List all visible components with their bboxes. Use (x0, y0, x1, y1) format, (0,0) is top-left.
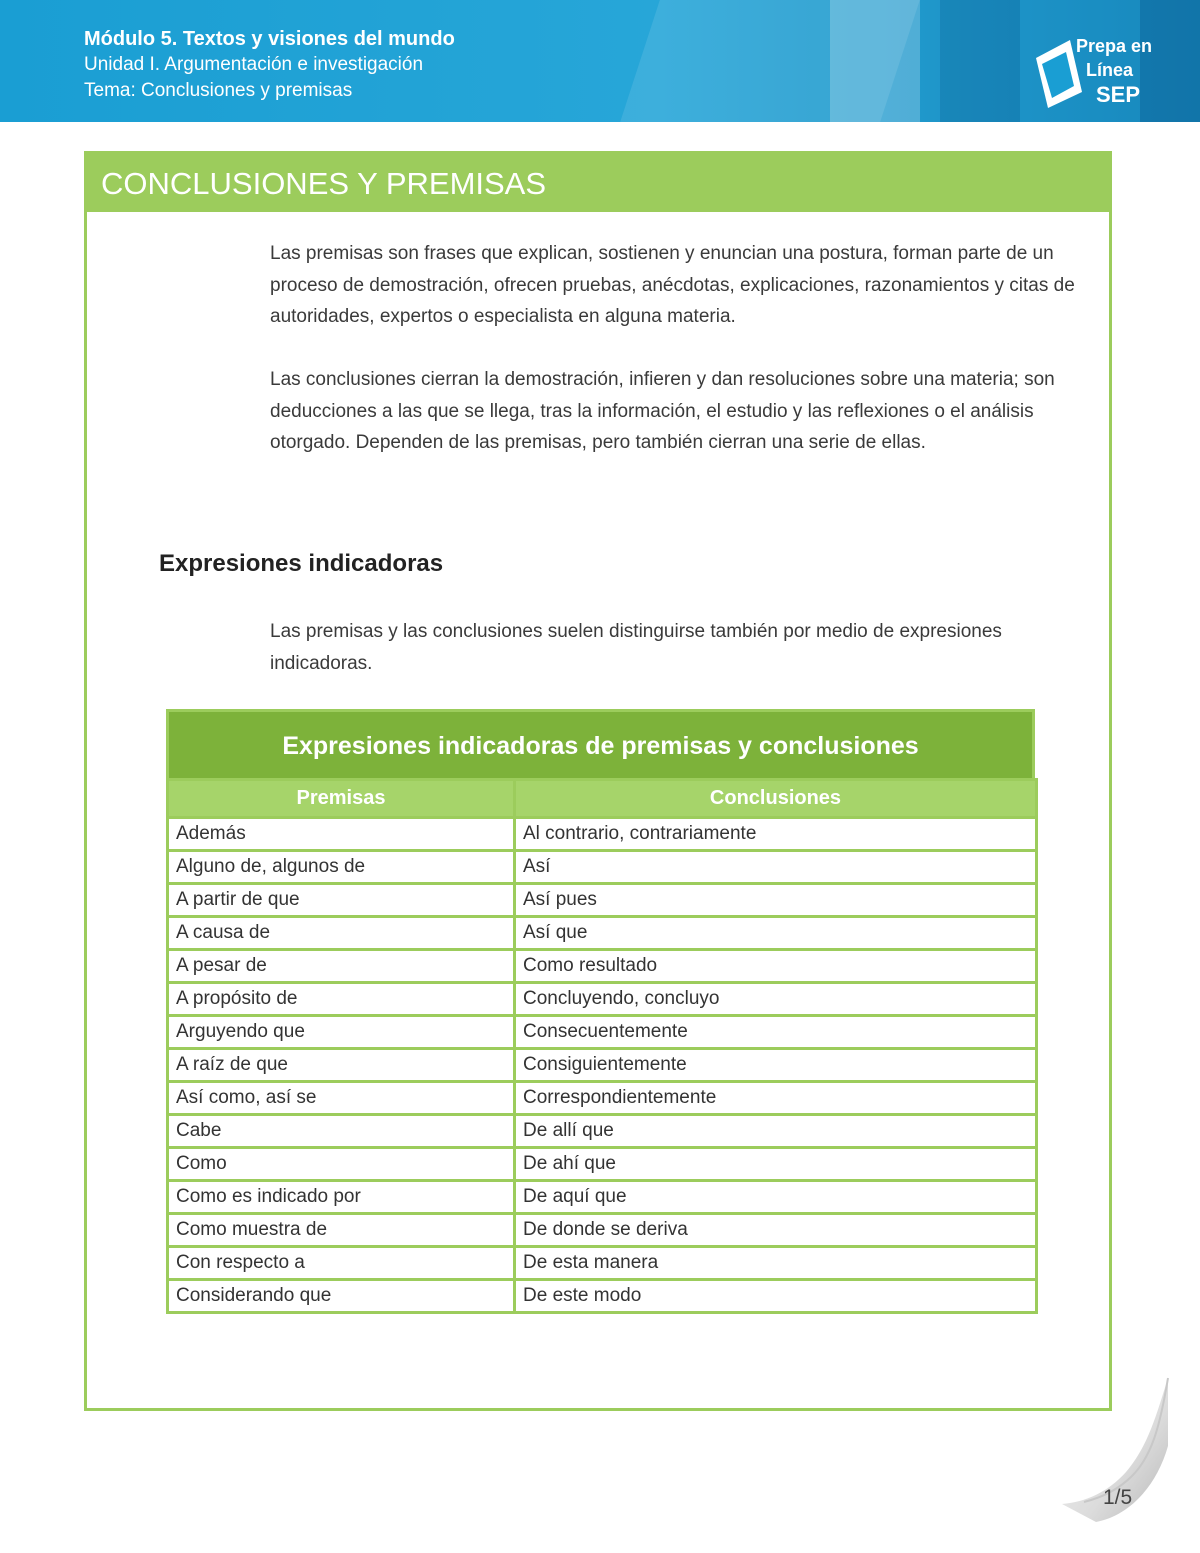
table-row (168, 983, 1037, 1016)
table-row (168, 950, 1037, 983)
premisa-cell: Como muestra de (168, 1214, 515, 1247)
table-title: Expresiones indicadoras de premisas y conclusiones (166, 709, 1035, 778)
paragraph-expresiones: Las premisas y las conclusiones suelen distinguirse también por medio de expresiones indicadoras. (270, 621, 1002, 674)
header-banner (0, 0, 1200, 122)
table-row (168, 917, 1037, 950)
conclusion-cell: Al contrario, contrariamente (515, 818, 1037, 851)
table-header-row (168, 780, 1037, 818)
content-card (84, 151, 1112, 1411)
table-row (168, 884, 1037, 917)
table-row (168, 1214, 1037, 1247)
table-row (168, 1247, 1037, 1280)
table-row (168, 851, 1037, 884)
table-body (168, 818, 1037, 1313)
premisa-cell: A causa de (168, 917, 515, 950)
table-row (168, 1181, 1037, 1214)
conclusion-cell: De aquí que (515, 1181, 1037, 1214)
conclusion-cell: Como resultado (515, 950, 1037, 983)
premisa-cell: Como es indicado por (168, 1181, 515, 1214)
table-row (168, 1280, 1037, 1313)
indicator-table-grid (166, 778, 1038, 1314)
card-title: CONCLUSIONES Y PREMISAS (87, 154, 1109, 212)
premisa-cell: A pesar de (168, 950, 515, 983)
logo-text-1: Prepa en (1076, 36, 1153, 56)
premisa-cell: A raíz de que (168, 1049, 515, 1082)
conclusion-cell: Así pues (515, 884, 1037, 917)
premisa-cell: Cabe (168, 1115, 515, 1148)
table-row (168, 1148, 1037, 1181)
conclusion-cell: De donde se deriva (515, 1214, 1037, 1247)
premisa-cell: Con respecto a (168, 1247, 515, 1280)
banner-decoration (830, 0, 920, 122)
conclusion-cell: Concluyendo, concluyo (515, 983, 1037, 1016)
premisa-cell: Además (168, 818, 515, 851)
table-row (168, 1115, 1037, 1148)
paragraph-conclusiones: Las conclusiones cierran la demostración, infieren y dan resoluciones sobre una materia; son deducciones a las que se llega, tras la información, el estudio y las reflexiones o el análisis otorgado. Dependen de las premisas, pero también cierran una serie de ellas. (270, 369, 1055, 453)
premisa-cell: Así como, así se (168, 1082, 515, 1115)
conclusion-cell: Correspondientemente (515, 1082, 1037, 1115)
module-title: Módulo 5. Textos y visiones del mundo (84, 28, 455, 50)
table-row (168, 818, 1037, 851)
table-row (168, 1082, 1037, 1115)
premisa-cell: Como (168, 1148, 515, 1181)
premisa-cell: Alguno de, algunos de (168, 851, 515, 884)
header-text (84, 26, 455, 104)
premisa-cell: Arguyendo que (168, 1016, 515, 1049)
table-row (168, 1049, 1037, 1082)
premisa-cell: A partir de que (168, 884, 515, 917)
unit-title: Unidad I. Argumentación e investigación (84, 54, 424, 75)
conclusion-cell: Consiguientemente (515, 1049, 1037, 1082)
conclusion-cell: Así (515, 851, 1037, 884)
conclusion-cell: De ahí que (515, 1148, 1037, 1181)
prepa-en-linea-logo (1030, 30, 1153, 110)
column-header-premisas: Premisas (168, 780, 515, 818)
conclusion-cell: De allí que (515, 1115, 1037, 1148)
column-header-conclusiones: Conclusiones (515, 780, 1037, 818)
indicator-table (166, 709, 1035, 1314)
banner-decoration (1140, 0, 1200, 122)
conclusion-cell: De este modo (515, 1280, 1037, 1313)
conclusion-cell: Consecuentemente (515, 1016, 1037, 1049)
section-heading: Expresiones indicadoras (159, 550, 444, 577)
conclusion-cell: De esta manera (515, 1247, 1037, 1280)
topic-title: Tema: Conclusiones y premisas (84, 80, 353, 101)
premisa-cell: A propósito de (168, 983, 515, 1016)
paragraph-premisas: Las premisas son frases que explican, sostienen y enuncian una postura, forman parte de un proceso de demostración, ofrecen pruebas, anécdotas, explicaciones, razonamientos y citas de autoridades, expertos o especialista en alguna materia. (270, 243, 1075, 327)
logo-text-3: SEP (1096, 82, 1141, 107)
banner-decoration (940, 0, 1020, 122)
page-number: 1/5 (1103, 1486, 1133, 1509)
table-row (168, 1016, 1037, 1049)
premisa-cell: Considerando que (168, 1280, 515, 1313)
conclusion-cell: Así que (515, 917, 1037, 950)
logo-text-2: Línea (1086, 60, 1134, 80)
